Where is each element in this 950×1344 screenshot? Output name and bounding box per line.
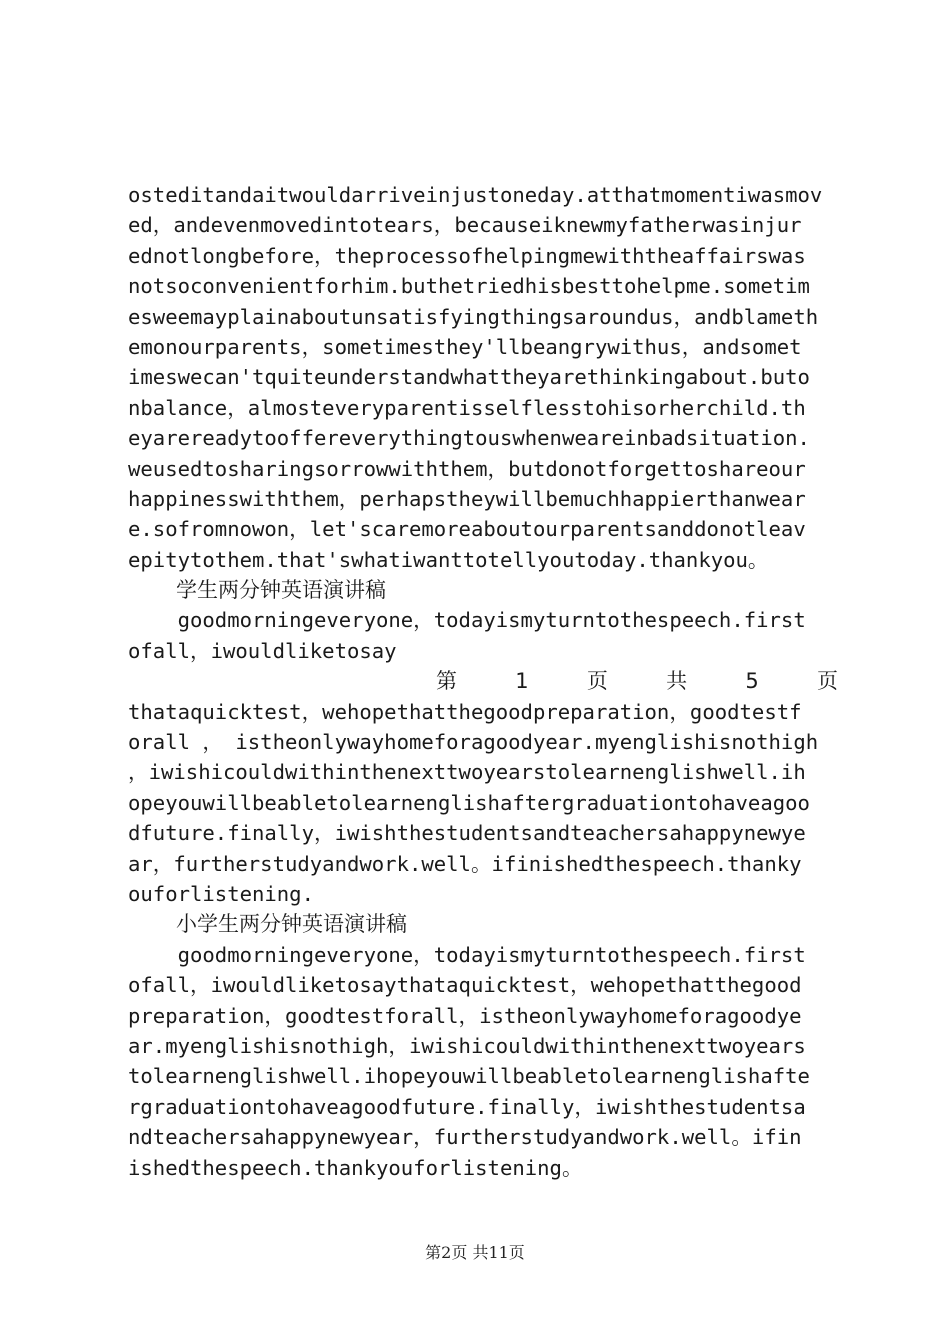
inline-footer-token: 共	[666, 669, 688, 694]
text-line: goodmorningeveryone，todayismyturntothespeech.first	[128, 942, 806, 967]
text-line: happinesswiththem，perhapstheywillbemuchhappierthanwear	[128, 486, 806, 511]
text-line: ofall，iwouldliketosay	[128, 638, 397, 663]
text-line: ishedthespeech.thankyouforlistening。	[128, 1155, 583, 1180]
text-line: orall ， istheonlywayhomeforagoodyear.myenglishisnothigh	[128, 730, 819, 755]
paragraph-speech-1-end	[128, 697, 838, 910]
text-line: tolearnenglishwell.ihopeyouwillbeabletolearnenglishafte	[128, 1064, 810, 1089]
text-line: preparation，goodtestforall，istheonlywayhomeforagoodye	[128, 1003, 802, 1028]
inline-footer-token: 页	[586, 669, 608, 694]
paragraph-speech-1-start	[128, 605, 838, 666]
text-line: epitytothem.that'swhatiwanttotellyoutoday.thankyou。	[128, 547, 769, 572]
text-line: ednotlongbefore，theprocessofhelpingmewiththeaffairswas	[128, 243, 806, 268]
text-line: ，iwishicouldwithinthenexttwoyearstolearnenglishwell.ih	[128, 760, 806, 785]
text-line: nbalance，almosteveryparentisselflesstohisorherchild.th	[128, 395, 806, 420]
text-line: thataquicktest，wehopethatthegoodpreparation，goodtestf	[128, 699, 802, 724]
text-line: ofall，iwouldliketosaythataquicktest，wehopethatthegood	[128, 973, 802, 998]
text-line: ndteachersahappynewyear，furtherstudyandwork.well。ifin	[128, 1125, 802, 1150]
section-heading-2: 小学生两分钟英语演讲稿	[176, 912, 407, 937]
text-line: esweemayplainaboutunsatisfyingthingsaroundus，andblameth	[128, 304, 819, 329]
text-line: ed，andevenmovedintotears，becauseiknewmyfatherwasinjur	[128, 213, 802, 238]
inline-page-footer	[128, 666, 838, 696]
section-heading-1: 学生两分钟英语演讲稿	[176, 578, 386, 603]
text-line: ar.myenglishisnothigh，iwishicouldwithinthenexttwoyears	[128, 1033, 806, 1058]
text-line: dfuture.finally，iwishthestudentsandteachersahappynewye	[128, 821, 806, 846]
inline-footer-token: 页	[817, 669, 838, 694]
text-line: ar，furtherstudyandwork.well。ifinishedthespeech.thanky	[128, 851, 802, 876]
text-line: goodmorningeveryone，todayismyturntothespeech.first	[128, 608, 806, 633]
text-line: eyarereadytooffereverythingtouswhenweareinbadsituation.	[128, 426, 810, 451]
text-line: rgraduationtohaveagoodfuture.finally，iwishthestudentsa	[128, 1094, 806, 1119]
inline-footer-token: 5	[745, 669, 759, 694]
paragraph-speech-2	[128, 940, 838, 1183]
text-line: osteditandaitwouldarriveinjustoneday.atthatmomentiwasmov	[128, 183, 823, 207]
text-line: notsoconvenientforhim.buthetriedhisbesttohelpme.sometim	[128, 274, 810, 299]
body-text	[128, 180, 838, 1183]
page-number-footer: 第2页 共11页	[425, 1243, 525, 1262]
inline-footer-token: 1	[515, 669, 529, 694]
text-line: weusedtosharingsorrowwiththem，butdonotforgettoshareour	[128, 456, 806, 481]
text-line: ouforlistening.	[128, 881, 314, 906]
text-line: e.sofromnowon，let'scaremoreaboutourparentsanddonotleav	[128, 517, 806, 542]
paragraph-previous-speech	[128, 180, 838, 575]
text-line: imeswecan'tquiteunderstandwhattheyarethinkingabout.buto	[128, 365, 810, 390]
text-line: opeyouwillbeabletolearnenglishaftergraduationtohaveagoo	[128, 790, 810, 815]
text-line: emonourparents，sometimesthey'llbeangrywithus，andsomet	[128, 334, 802, 359]
inline-footer-token: 第	[436, 669, 457, 694]
